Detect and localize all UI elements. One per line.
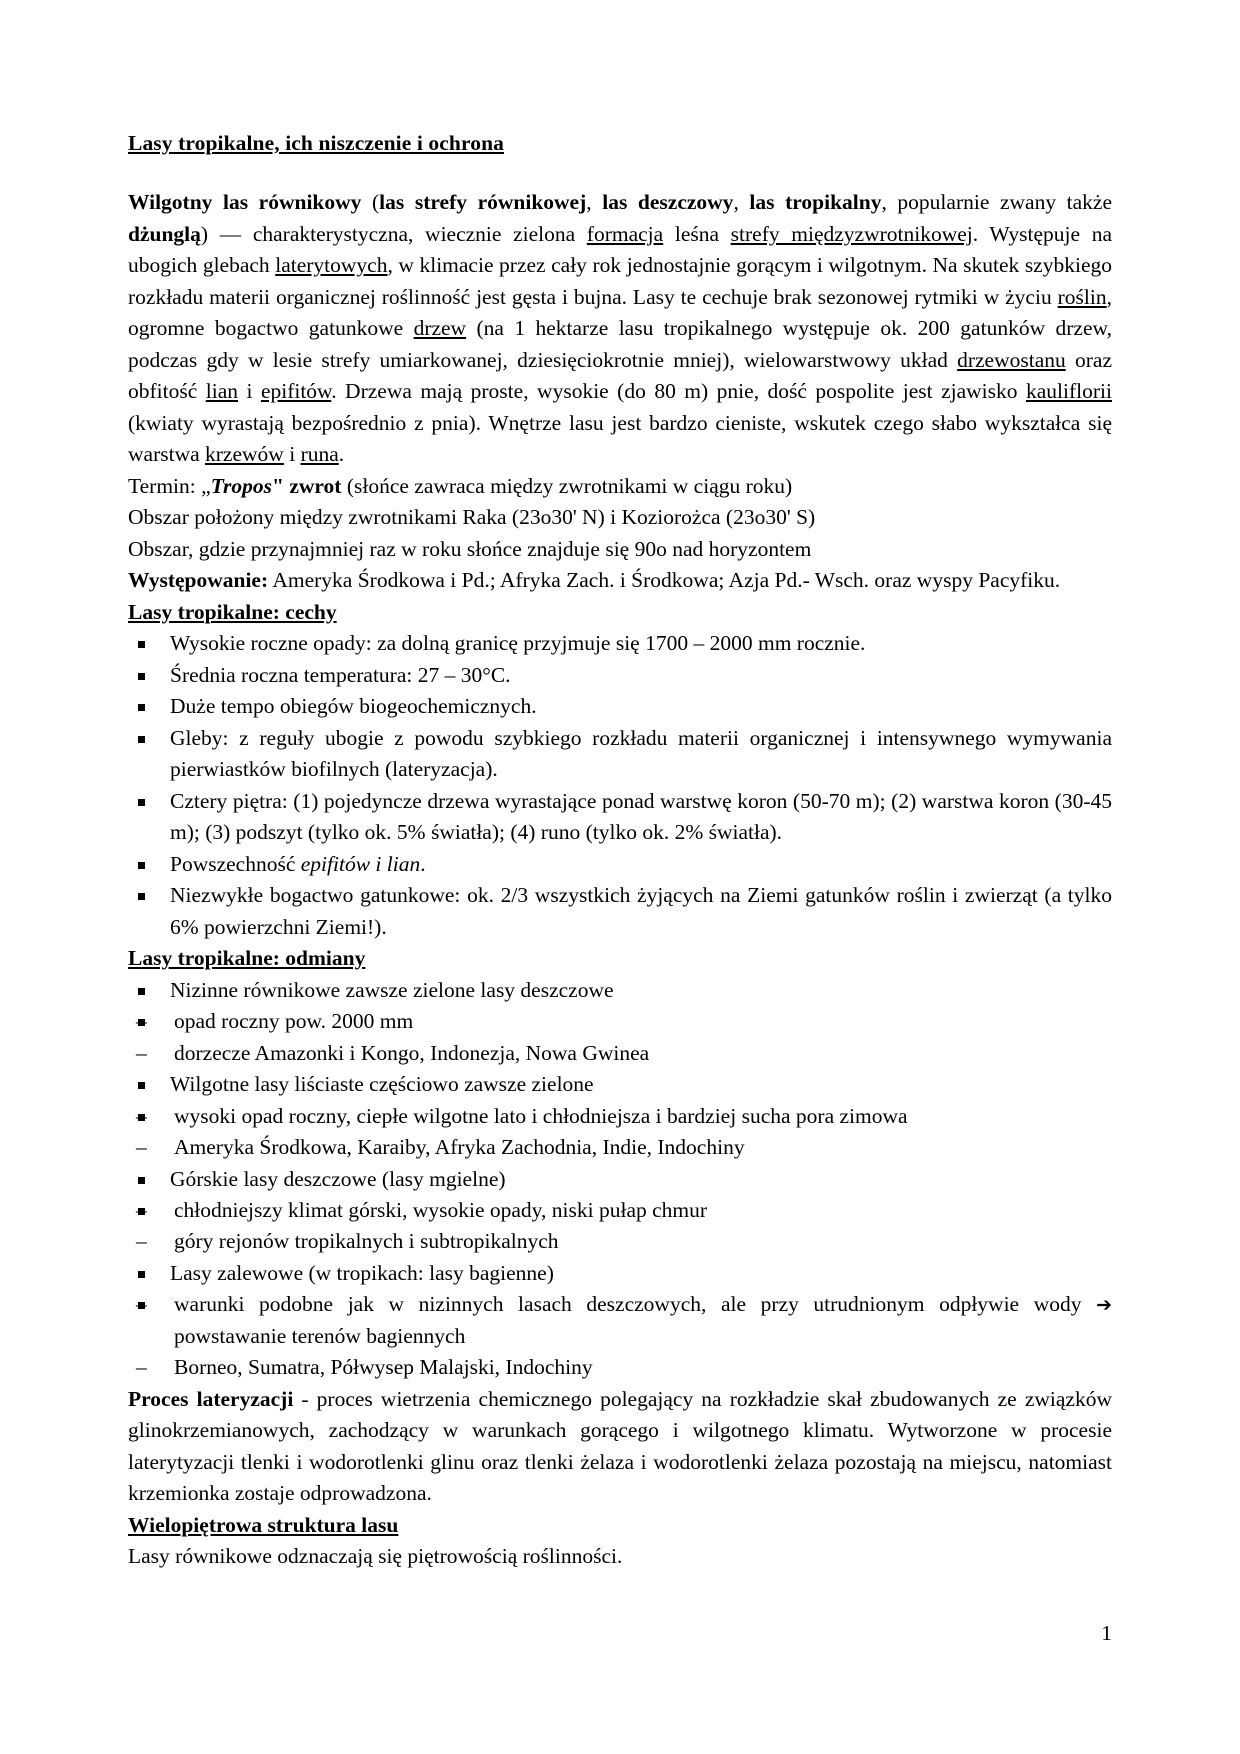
sublist-wrapper [128, 1101, 1112, 1164]
heading-cechy: Lasy tropikalne: cechy [128, 599, 337, 624]
epifity-prefix: Powszechność [170, 851, 301, 876]
intro-text-2: ) — charakterystyczna, wiecznie zielona [200, 221, 587, 246]
sublist-item: – opad roczny pow. 2000 mm [128, 1006, 1112, 1037]
intro-paren-open: ( [361, 190, 380, 215]
arrow-item-after: powstawanie terenów bagiennych [174, 1323, 466, 1348]
intro-text-5: , w klimacie przez cały rok jednostajnie gorącym i wilgotnym. Na skutek szybkiego rozkładu materii organicznej roślinność jest gęsta i bujna. Lasy te cechuje brak sezonowej rytmiki w życiu [128, 253, 1112, 309]
intro-text-8: oraz obfitość [128, 347, 1112, 404]
intro-text-10: . Drzewa mają proste, wysokie (do 80 m) pnie, dość pospolite jest zjawisko [331, 379, 1026, 404]
sublist-item: – wysoki opad roczny, ciepłe wilgotne lato i chłodniejsza i bardziej sucha pora zimowa [128, 1101, 1112, 1132]
intro-bold-term-4: las tropikalny [749, 190, 882, 215]
termin-quote-open: „ [201, 473, 211, 498]
intro-underline-3: laterytowych [275, 253, 388, 278]
intro-underline-8: epifitów [260, 379, 332, 404]
list-item: Cztery piętra: (1) pojedyncze drzewa wyrastające ponad warstwę koron (50-70 m); (2) warstwa koron (30-45 m); (3) podszyt (tylko ok. 5% światła); (4) runo (tylko ok. 2% światła). [128, 786, 1112, 849]
page-title: Lasy tropikalne, ich niszczenie i ochrona [128, 131, 504, 155]
obszar-line-2: Obszar, gdzie przynajmniej raz w roku słońce znajduje się 90o nad horyzontem [128, 536, 812, 561]
termin-rest: (słońce zawraca między zwrotnikami w ciągu roku) [341, 473, 793, 498]
right-arrow-icon: ➔ [1096, 1294, 1112, 1317]
sublist [128, 1195, 1112, 1258]
heading-struktura: Wielopiętrowa struktura lasu [128, 1512, 399, 1537]
intro-underline-1: formacja [586, 221, 664, 246]
obszar-line-1: Obszar położony między zwrotnikami Raka (23o30' N) i Koziorożca (23o30' S) [128, 505, 816, 530]
intro-text-11: (kwiaty wyrastają bezpośrednio z pnia). Wnętrze lasu jest bardzo cieniste, wskutek czego słabo wykształca się warstwa [128, 410, 1112, 467]
list-item: Niezwykłe bogactwo gatunkowe: ok. 2/3 wszystkich żyjących na Ziemi gatunków roślin i zwierząt (a tylko 6% powierzchni Ziemi!). [128, 880, 1112, 943]
intro-underline-2: strefy międzyzwrotnikowej [730, 221, 973, 246]
page-number: 1 [1101, 1621, 1112, 1645]
sublist-item: – góry rejonów tropikalnych i subtropikalnych [128, 1226, 1112, 1257]
intro-sep-2: , [733, 190, 750, 215]
sublist-item: – Ameryka Środkowa, Karaiby, Afryka Zachodnia, Indie, Indochiny [128, 1132, 1112, 1163]
sublist-wrapper [128, 1195, 1112, 1258]
list-item-group-title: Nizinne równikowe zawsze zielone lasy deszczowe [128, 975, 1112, 1006]
intro-sep-1: , [586, 190, 603, 215]
intro-underline-9: kauliflorii [1026, 379, 1112, 404]
epifity-suffix: . [420, 851, 426, 876]
intro-text-1: , popularnie zwany także [881, 190, 1113, 215]
wystepowanie-paragraph [128, 565, 1112, 596]
list-item-group-title: Lasy zalewowe (w tropikach: lasy bagienne) [128, 1258, 1112, 1289]
sublist-item-arrow [128, 1289, 1112, 1352]
sublist-item: – chłodniejszy klimat górski, wysokie opady, niski pułap chmur [128, 1195, 1112, 1226]
intro-text-7: (na 1 hektarze lasu tropikalnego występuje ok. 200 gatunków drzew, podczas gdy w lesie strefy umiarkowanej, dziesięciokrotnie mniej), wielowarstwowy układ [128, 316, 1112, 372]
sublist-wrapper [128, 1006, 1112, 1069]
list-item-group-title: Wilgotne lasy liściaste częściowo zawsze zielone [128, 1069, 1112, 1100]
intro-text-9: i [238, 379, 261, 404]
proces-label: Proces lateryzacji [128, 1386, 294, 1411]
intro-underline-6: drzewostanu [957, 347, 1066, 372]
termin-bold-term: zwrot [289, 473, 342, 498]
intro-underline-5: drzew [413, 316, 467, 341]
sublist-item: – dorzecze Amazonki i Kongo, Indonezja, Nowa Gwinea [128, 1038, 1112, 1069]
intro-paragraph [128, 187, 1112, 470]
proces-paragraph [128, 1384, 1112, 1510]
list-item: Średnia roczna temperatura: 27 – 30°C. [128, 660, 1112, 691]
list-cechy [128, 628, 1112, 943]
intro-text-6: , ogromne bogactwo gatunkowe [128, 284, 1112, 341]
intro-underline-7: lian [205, 379, 238, 404]
epifity-italic: epifitów i lian [300, 851, 421, 876]
intro-text-12: i [283, 442, 301, 467]
intro-underline-4: roślin [1057, 284, 1107, 309]
termin-label: Termin: [128, 473, 202, 498]
list-odmiany [128, 975, 1112, 1384]
intro-underline-10: krzewów [205, 442, 284, 467]
intro-bold-term-5: dżunglą [128, 221, 201, 246]
intro-text-3: leśna [663, 221, 731, 246]
intro-bold-term-1: Wilgotny las równikowy [128, 190, 362, 215]
struktura-text: Lasy równikowe odznaczają się piętrowością roślinności. [128, 1544, 623, 1569]
sublist [128, 1006, 1112, 1069]
intro-text-13: . [338, 442, 345, 467]
list-item: Gleby: z reguły ubogie z powodu szybkiego rozkładu materii organicznej i intensywnego wymywania pierwiastków biofilnych (lateryzacja). [128, 723, 1112, 786]
document-body [128, 128, 1112, 1573]
termin-italic-term: Tropos [210, 473, 273, 498]
sublist [128, 1289, 1112, 1383]
sublist-wrapper [128, 1289, 1112, 1383]
list-item: Wysokie roczne opady: za dolną granicę przyjmuje się 1700 – 2000 mm rocznie. [128, 628, 1112, 659]
intro-text-4: . Występuje na ubogich glebach [128, 221, 1112, 278]
sublist-item: – Borneo, Sumatra, Półwysep Malajski, Indochiny [128, 1352, 1112, 1383]
intro-bold-term-2: las strefy równikowej [379, 190, 587, 215]
heading-odmiany: Lasy tropikalne: odmiany [128, 946, 366, 971]
sublist [128, 1101, 1112, 1164]
wystepowanie-label: Występowanie: [128, 568, 269, 593]
intro-underline-11: runa [300, 442, 339, 467]
termin-line [128, 471, 1112, 502]
list-item: Duże tempo obiegów biogeochemicznych. [128, 691, 1112, 722]
list-item-epifity [128, 849, 1112, 880]
intro-bold-term-3: las deszczowy [602, 190, 734, 215]
arrow-item-before: warunki podobne jak w nizinnych lasach deszczowych, ale przy utrudnionym odpływie wody [174, 1292, 1097, 1317]
wystepowanie-text: Ameryka Środkowa i Pd.; Afryka Zach. i Środkowa; Azja Pd.- Wsch. oraz wyspy Pacyfiku. [268, 568, 1061, 593]
list-item-group-title: Górskie lasy deszczowe (lasy mgielne) [128, 1164, 1112, 1195]
termin-quote-close: " [272, 473, 290, 498]
proces-text: - proces wietrzenia chemicznego polegający na rozkładzie skał zbudowanych ze związków glinokrzemianowych, zachodzący w warunkach gorącego i wilgotnego klimatu. Wytworzone w procesie laterytyzacji tlenki i wodorotlenki glinu oraz tlenki żelaza i wodorotlenki żelaza pozostają na miejscu, natomiast krzemionka zostaje odprowadzona. [128, 1386, 1112, 1506]
